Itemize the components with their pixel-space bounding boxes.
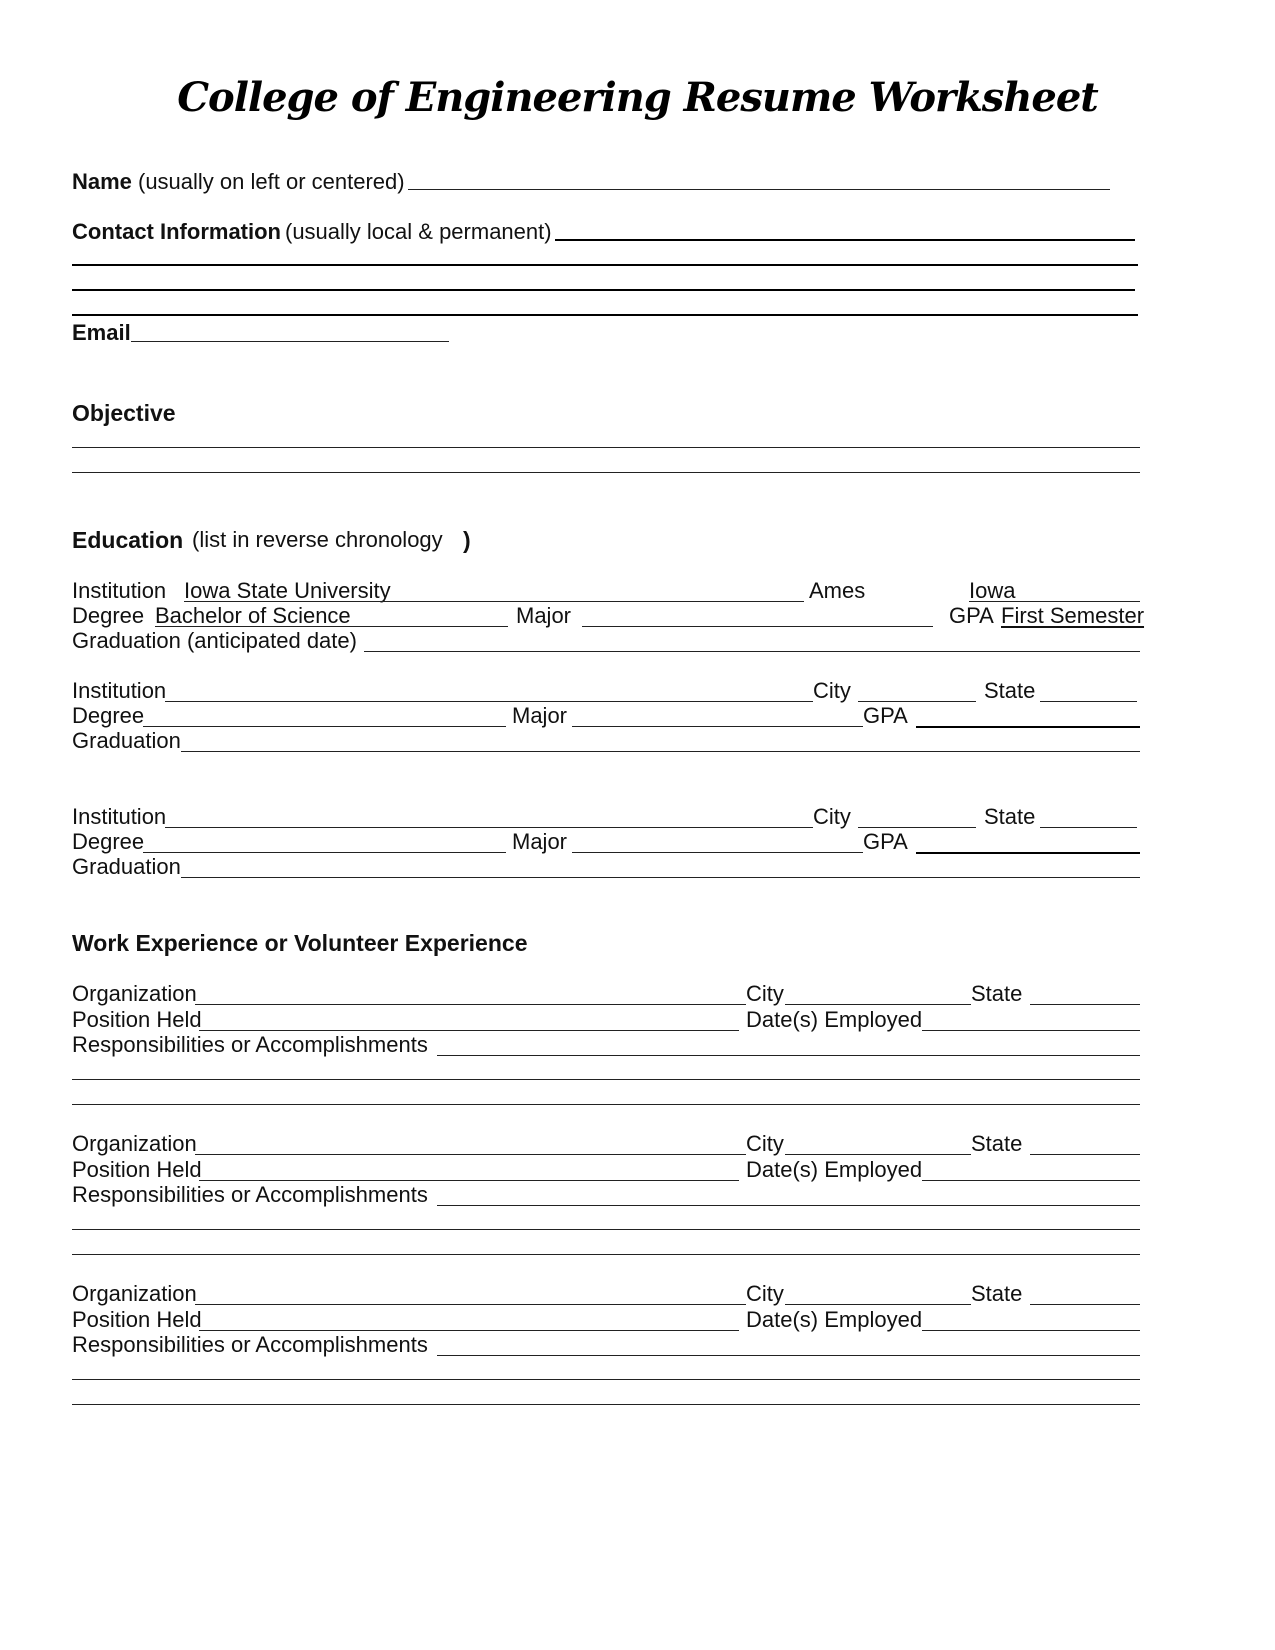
work-1-dates-field[interactable] xyxy=(922,1030,1140,1031)
work-2-organization-field[interactable] xyxy=(195,1154,746,1155)
work-heading: Work Experience or Volunteer Experience xyxy=(72,930,528,956)
education-3-gpa-field[interactable] xyxy=(916,852,1140,854)
education-2-major-field[interactable] xyxy=(572,726,863,727)
work-3-responsibilities-field-3[interactable] xyxy=(72,1404,1140,1405)
worksheet-title: College of Engineering Resume Worksheet xyxy=(177,74,1098,121)
education-3-city-label: City xyxy=(813,804,851,829)
education-2-major-label: Major xyxy=(512,703,568,728)
education-3-gpa-label: GPA xyxy=(863,829,908,854)
work-2-city-field[interactable] xyxy=(785,1154,971,1155)
name-label: Name xyxy=(72,169,132,194)
work-3-organization-label: Organization xyxy=(72,1281,197,1306)
name-hint: (usually on left or centered) xyxy=(138,169,405,194)
work-1-responsibilities-field-3[interactable] xyxy=(72,1104,1140,1105)
education-2-city-label: City xyxy=(813,678,851,703)
work-2-state-label: State xyxy=(971,1131,1023,1156)
education-1-degree-label: Degree xyxy=(72,603,145,628)
contact-label: Contact Information xyxy=(72,219,281,244)
education-3-institution-label: Institution xyxy=(72,804,167,829)
contact-hint: (usually local & permanent) xyxy=(285,219,552,244)
work-1-position-label: Position Held xyxy=(72,1007,202,1032)
work-3-dates-label: Date(s) Employed xyxy=(746,1307,923,1332)
education-3-degree-field[interactable] xyxy=(143,852,506,853)
education-3-institution-field[interactable] xyxy=(165,827,813,828)
education-2-degree-label: Degree xyxy=(72,703,145,728)
work-1-city-field[interactable] xyxy=(785,1004,971,1005)
contact-field-line-1[interactable] xyxy=(555,239,1135,241)
work-1-organization-label: Organization xyxy=(72,981,197,1006)
education-3-graduation-label: Graduation xyxy=(72,854,181,879)
work-3-responsibilities-field-1[interactable] xyxy=(437,1355,1140,1356)
education-hint: (list in reverse chronology xyxy=(192,527,443,552)
objective-field-line-2[interactable] xyxy=(72,472,1140,473)
education-1-city-value: Ames xyxy=(809,578,866,603)
education-2-graduation-label: Graduation xyxy=(72,728,181,753)
work-2-responsibilities-label: Responsibilities or Accomplishments xyxy=(72,1182,428,1207)
contact-field-line-3[interactable] xyxy=(72,289,1135,291)
education-3-major-label: Major xyxy=(512,829,568,854)
work-1-state-field[interactable] xyxy=(1030,1004,1140,1005)
work-3-city-field[interactable] xyxy=(785,1304,971,1305)
education-2-gpa-field[interactable] xyxy=(916,726,1140,728)
education-2-state-field[interactable] xyxy=(1040,701,1137,702)
email-field[interactable] xyxy=(131,341,449,342)
work-2-position-field[interactable] xyxy=(199,1180,739,1181)
work-1-city-label: City xyxy=(746,981,784,1006)
education-hint-close: ) xyxy=(463,527,471,553)
objective-field-line-1[interactable] xyxy=(72,447,1140,448)
work-1-responsibilities-field-1[interactable] xyxy=(437,1055,1140,1056)
work-3-organization-field[interactable] xyxy=(195,1304,746,1305)
education-1-state-value: Iowa xyxy=(969,578,1016,603)
work-2-responsibilities-field-2[interactable] xyxy=(72,1229,1140,1230)
work-3-position-label: Position Held xyxy=(72,1307,202,1332)
contact-field-line-2[interactable] xyxy=(72,264,1138,266)
work-1-state-label: State xyxy=(971,981,1023,1006)
work-2-city-label: City xyxy=(746,1131,784,1156)
education-2-state-label: State xyxy=(984,678,1036,703)
work-3-state-label: State xyxy=(971,1281,1023,1306)
education-3-state-field[interactable] xyxy=(1040,827,1137,828)
work-1-position-field[interactable] xyxy=(199,1030,739,1031)
contact-field-line-4[interactable] xyxy=(72,314,1138,316)
education-1-gpa-value: First Semester xyxy=(1001,603,1145,628)
work-1-organization-field[interactable] xyxy=(195,1004,746,1005)
education-1-gpa-label: GPA xyxy=(949,603,994,628)
education-2-gpa-label: GPA xyxy=(863,703,908,728)
work-3-dates-field[interactable] xyxy=(922,1330,1140,1331)
education-1-degree-field[interactable] xyxy=(155,626,508,627)
work-2-responsibilities-field-1[interactable] xyxy=(437,1205,1140,1206)
objective-heading: Objective xyxy=(72,400,176,426)
education-1-major-field[interactable] xyxy=(582,626,933,627)
education-2-institution-field[interactable] xyxy=(165,701,813,702)
work-2-dates-label: Date(s) Employed xyxy=(746,1157,923,1182)
work-3-responsibilities-field-2[interactable] xyxy=(72,1379,1140,1380)
work-3-position-field[interactable] xyxy=(199,1330,739,1331)
work-2-dates-field[interactable] xyxy=(922,1180,1140,1181)
email-label: Email xyxy=(72,320,131,345)
work-3-responsibilities-label: Responsibilities or Accomplishments xyxy=(72,1332,428,1357)
work-3-state-field[interactable] xyxy=(1030,1304,1140,1305)
education-heading: Education xyxy=(72,527,184,553)
education-3-city-field[interactable] xyxy=(858,827,976,828)
education-2-city-field[interactable] xyxy=(858,701,976,702)
education-2-institution-label: Institution xyxy=(72,678,167,703)
education-1-state-field[interactable] xyxy=(969,601,1140,602)
education-3-state-label: State xyxy=(984,804,1036,829)
work-2-organization-label: Organization xyxy=(72,1131,197,1156)
education-1-institution-value: Iowa State University xyxy=(184,578,391,603)
education-1-major-label: Major xyxy=(516,603,572,628)
education-2-graduation-field[interactable] xyxy=(181,751,1140,752)
education-2-degree-field[interactable] xyxy=(143,726,506,727)
work-1-responsibilities-label: Responsibilities or Accomplishments xyxy=(72,1032,428,1057)
work-2-state-field[interactable] xyxy=(1030,1154,1140,1155)
work-3-city-label: City xyxy=(746,1281,784,1306)
name-field[interactable] xyxy=(408,189,1110,190)
work-1-responsibilities-field-2[interactable] xyxy=(72,1079,1140,1080)
education-1-graduation-field[interactable] xyxy=(364,651,1140,652)
education-1-institution-label: Institution xyxy=(72,578,167,603)
work-2-responsibilities-field-3[interactable] xyxy=(72,1254,1140,1255)
work-2-position-label: Position Held xyxy=(72,1157,202,1182)
education-1-degree-value: Bachelor of Science xyxy=(155,603,351,628)
education-1-institution-field[interactable] xyxy=(184,601,804,602)
work-1-dates-label: Date(s) Employed xyxy=(746,1007,923,1032)
education-3-major-field[interactable] xyxy=(572,852,863,853)
education-3-graduation-field[interactable] xyxy=(181,877,1140,878)
education-3-degree-label: Degree xyxy=(72,829,145,854)
education-1-graduation-label: Graduation (anticipated date) xyxy=(72,628,357,653)
